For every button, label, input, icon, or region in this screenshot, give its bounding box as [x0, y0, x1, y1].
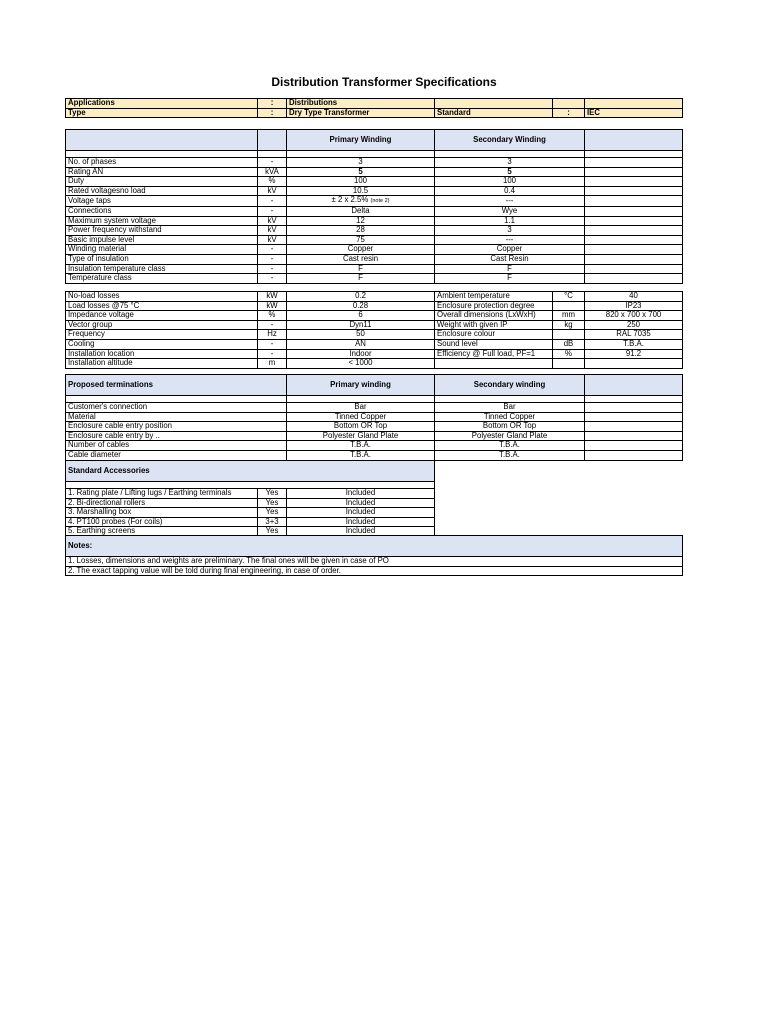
terminations-header: Proposed terminations [66, 375, 287, 396]
value: 91.2 [585, 349, 683, 359]
parameter-name: Sound level [435, 339, 553, 349]
unit: % [258, 177, 287, 187]
table-row [66, 311, 683, 321]
primary-value: Polyester Gland Plate [287, 431, 435, 441]
secondary-value: F [435, 274, 585, 284]
unit: kV [258, 216, 287, 226]
secondary-value: 100 [435, 177, 585, 187]
value: 0.2 [287, 292, 435, 302]
secondary-value: Bottom OR Top [435, 422, 585, 432]
primary-value [287, 216, 435, 226]
list-item [66, 517, 435, 527]
unit: - [258, 206, 287, 216]
parameter-name: Type of insulation [66, 254, 258, 264]
primary-value-text: Cast resin [342, 254, 379, 263]
parameter-name: Material [66, 412, 287, 422]
parameter-name: Cooling [66, 339, 258, 349]
parameter-name: Weight with given IP [435, 320, 553, 330]
terminations-primary-header: Primary winding [287, 375, 435, 396]
table-row [66, 422, 683, 432]
parameter-name: Ambient temperature [435, 292, 553, 302]
parameter-name: Frequency [66, 330, 258, 340]
secondary-value: 3 [435, 158, 585, 168]
primary-value-text: 12 [356, 216, 365, 225]
unit [553, 301, 585, 311]
unit: kV [258, 235, 287, 245]
parameter-name: Efficiency @ Full load, PF=1 [435, 349, 553, 359]
value: Indoor [287, 349, 435, 359]
note-row [66, 566, 683, 576]
table-row [66, 359, 683, 369]
accessory-status: Included [287, 527, 435, 537]
unit: kW [258, 301, 287, 311]
unit: kVA [258, 167, 287, 177]
parameter-name: Enclosure protection degree [435, 301, 553, 311]
unit: Hz [258, 330, 287, 340]
parameter-name: Customer's connection [66, 403, 287, 413]
terminations-table [65, 374, 683, 461]
accessory-status: Included [287, 517, 435, 527]
secondary-value: --- [435, 196, 585, 207]
parameter-name: Number of cables [66, 441, 287, 451]
list-item [66, 489, 435, 499]
primary-value-text: Copper [347, 244, 374, 254]
primary-winding-header: Primary Winding [287, 130, 435, 151]
unit: - [258, 349, 287, 359]
primary-value [287, 226, 435, 236]
accessory-name: 2. Bi-directional rollers [66, 498, 258, 508]
accessory-quantity: 3+3 [258, 517, 287, 527]
accessory-quantity: Yes [258, 527, 287, 537]
parameter-name: Voltage taps [66, 196, 258, 207]
value: 820 x 700 x 700 [585, 311, 683, 321]
primary-value [287, 206, 435, 216]
standard-value: IEC [585, 108, 683, 118]
unit: kg [553, 320, 585, 330]
parameter-name: Installation altitude [66, 359, 258, 369]
primary-value [287, 158, 435, 168]
parameter-name: Duty [66, 177, 258, 187]
secondary-value: Bar [435, 403, 585, 413]
unit: - [258, 158, 287, 168]
table-row [66, 330, 683, 340]
table-row [66, 320, 683, 330]
table-row [66, 274, 683, 284]
value: 0.28 [287, 301, 435, 311]
table-row [66, 206, 683, 216]
value: RAL 7035 [585, 330, 683, 340]
parameter-name: Rating AN [66, 167, 258, 177]
table-row [66, 450, 683, 460]
table-row [66, 264, 683, 274]
primary-value [287, 177, 435, 187]
note-row [66, 557, 683, 567]
parameter-name: Basic impulse level [66, 235, 258, 245]
primary-value [287, 264, 435, 274]
unit [553, 359, 585, 369]
unit: - [258, 196, 287, 207]
accessory-name: 5. Earthing screens [66, 527, 258, 537]
notes-table [65, 535, 683, 576]
parameter-name: Vector group [66, 320, 258, 330]
general-table [65, 291, 683, 369]
header-table: Applications : Distributions Type : Dry Type Transformer Standard : IEC [65, 98, 683, 118]
table-row [66, 216, 683, 226]
parameter-name: Connections [66, 206, 258, 216]
primary-value: T.B.A. [287, 450, 435, 460]
value: 40 [585, 292, 683, 302]
secondary-winding-header: Secondary Winding [435, 130, 585, 151]
list-item [66, 508, 435, 518]
primary-value [287, 196, 435, 207]
page-title: Distribution Transformer Specifications [271, 75, 497, 89]
accessory-status: Included [287, 508, 435, 518]
unit: m [258, 359, 287, 369]
value: AN [287, 339, 435, 349]
table-row [66, 235, 683, 245]
primary-note: (note 2) [370, 198, 390, 205]
secondary-value: T.B.A. [435, 450, 585, 460]
parameter-name: Overall dimensions (LxWxH) [435, 311, 553, 321]
unit [553, 330, 585, 340]
value: 250 [585, 320, 683, 330]
table-row [66, 412, 683, 422]
unit: °C [553, 292, 585, 302]
table-row [66, 254, 683, 264]
accessory-name: 1. Rating plate / Lifting lugs / Earthing terminals [66, 489, 258, 499]
primary-value-text: F [358, 273, 363, 283]
accessory-quantity: Yes [258, 508, 287, 518]
primary-value-text: 10.5 [352, 186, 369, 195]
table-row [66, 301, 683, 311]
accessory-quantity: Yes [258, 489, 287, 499]
unit: mm [553, 311, 585, 321]
secondary-value: 3 [435, 226, 585, 236]
unit: - [258, 339, 287, 349]
secondary-value: Polyester Gland Plate [435, 431, 585, 441]
primary-value-text: ± 2 x 2.5% [331, 195, 369, 205]
table-row [66, 158, 683, 168]
primary-value [287, 254, 435, 264]
secondary-value: 5 [435, 167, 585, 177]
unit: % [258, 311, 287, 321]
type-label: Type [66, 108, 258, 118]
parameter-name: Rated voltagesno load [66, 186, 258, 196]
note-text: 1. Losses, dimensions and weights are preliminary. The final ones will be given in case of PO [66, 557, 683, 567]
accessory-quantity: Yes [258, 498, 287, 508]
primary-value [287, 167, 435, 177]
primary-value-text: Delta [351, 206, 370, 215]
primary-value [287, 235, 435, 245]
parameter-name: Enclosure colour [435, 330, 553, 340]
table-row [66, 441, 683, 451]
primary-value-text: 100 [353, 176, 367, 186]
parameter-name: Impedance voltage [66, 311, 258, 321]
accessory-status: Included [287, 498, 435, 508]
parameter-name: Power frequency withstand [66, 226, 258, 236]
table-row [66, 292, 683, 302]
parameter-name: Temperature class [66, 274, 258, 284]
windings-table [65, 129, 683, 284]
parameter-name: Enclosure cable entry position [66, 422, 287, 432]
parameter-name: Winding material [66, 245, 258, 255]
standard-label: Standard [435, 108, 553, 118]
notes-header: Notes: [66, 536, 683, 557]
secondary-value: Tinned Copper [435, 412, 585, 422]
primary-value: T.B.A. [287, 441, 435, 451]
primary-value [287, 274, 435, 284]
parameter-name: Load losses @75 °C [66, 301, 258, 311]
table-row [66, 167, 683, 177]
unit: dB [553, 339, 585, 349]
accessories-header: Standard Accessories [66, 461, 435, 482]
secondary-value: F [435, 264, 585, 274]
secondary-value: 0.4 [435, 186, 585, 196]
unit: - [258, 254, 287, 264]
primary-value-text: F [358, 264, 363, 273]
unit: - [258, 274, 287, 284]
primary-value [287, 245, 435, 255]
accessory-name: 4. PT100 probes (For coils) [66, 517, 258, 527]
primary-value-text: 28 [356, 225, 365, 235]
accessories-table [65, 460, 435, 537]
unit: % [553, 349, 585, 359]
applications-value: Distributions [287, 99, 435, 109]
parameter-name: No. of phases [66, 158, 258, 168]
value: 50 [287, 330, 435, 340]
value: 6 [287, 311, 435, 321]
table-row [66, 186, 683, 196]
secondary-value: Copper [435, 245, 585, 255]
table-row [66, 245, 683, 255]
accessory-name: 3. Marshalling box [66, 508, 258, 518]
primary-value-text: 3 [358, 157, 363, 166]
unit: kW [258, 292, 287, 302]
parameter-name: No-load losses [66, 292, 258, 302]
note-text: 2. The exact tapping value will be told during final engineering, in case of order. [66, 566, 683, 576]
secondary-value: Wye [435, 206, 585, 216]
parameter-name: Installation location [66, 349, 258, 359]
parameter-name: Cable diameter [66, 450, 287, 460]
table-row [66, 226, 683, 236]
table-row [66, 349, 683, 359]
primary-value [287, 186, 435, 196]
unit: kV [258, 186, 287, 196]
applications-label: Applications [66, 99, 258, 109]
primary-value-text: 75 [356, 235, 365, 244]
parameter-name: Maximum system voltage [66, 216, 258, 226]
secondary-value: T.B.A. [435, 441, 585, 451]
unit: kV [258, 226, 287, 236]
secondary-value: --- [435, 235, 585, 245]
table-row [66, 196, 683, 207]
primary-value-text: 5 [358, 167, 363, 176]
value: IP23 [585, 301, 683, 311]
parameter-name [435, 359, 553, 369]
type-value: Dry Type Transformer [287, 108, 435, 118]
table-row [66, 177, 683, 187]
parameter-name: Enclosure cable entry by .. [66, 431, 287, 441]
accessory-status: Included [287, 489, 435, 499]
unit: - [258, 320, 287, 330]
unit: - [258, 264, 287, 274]
primary-value: Tinned Copper [287, 412, 435, 422]
secondary-value: Cast Resin [435, 254, 585, 264]
value: T.B.A. [585, 339, 683, 349]
secondary-value: 1.1 [435, 216, 585, 226]
value [585, 359, 683, 369]
parameter-name: Insulation temperature class [66, 264, 258, 274]
primary-value: Bottom OR Top [287, 422, 435, 432]
table-row [66, 431, 683, 441]
terminations-secondary-header: Secondary winding [435, 375, 585, 396]
primary-value: Bar [287, 403, 435, 413]
value: Dyn11 [287, 320, 435, 330]
table-row [66, 339, 683, 349]
unit: - [258, 245, 287, 255]
table-row [66, 403, 683, 413]
value: < 1000 [287, 359, 435, 369]
list-item [66, 498, 435, 508]
